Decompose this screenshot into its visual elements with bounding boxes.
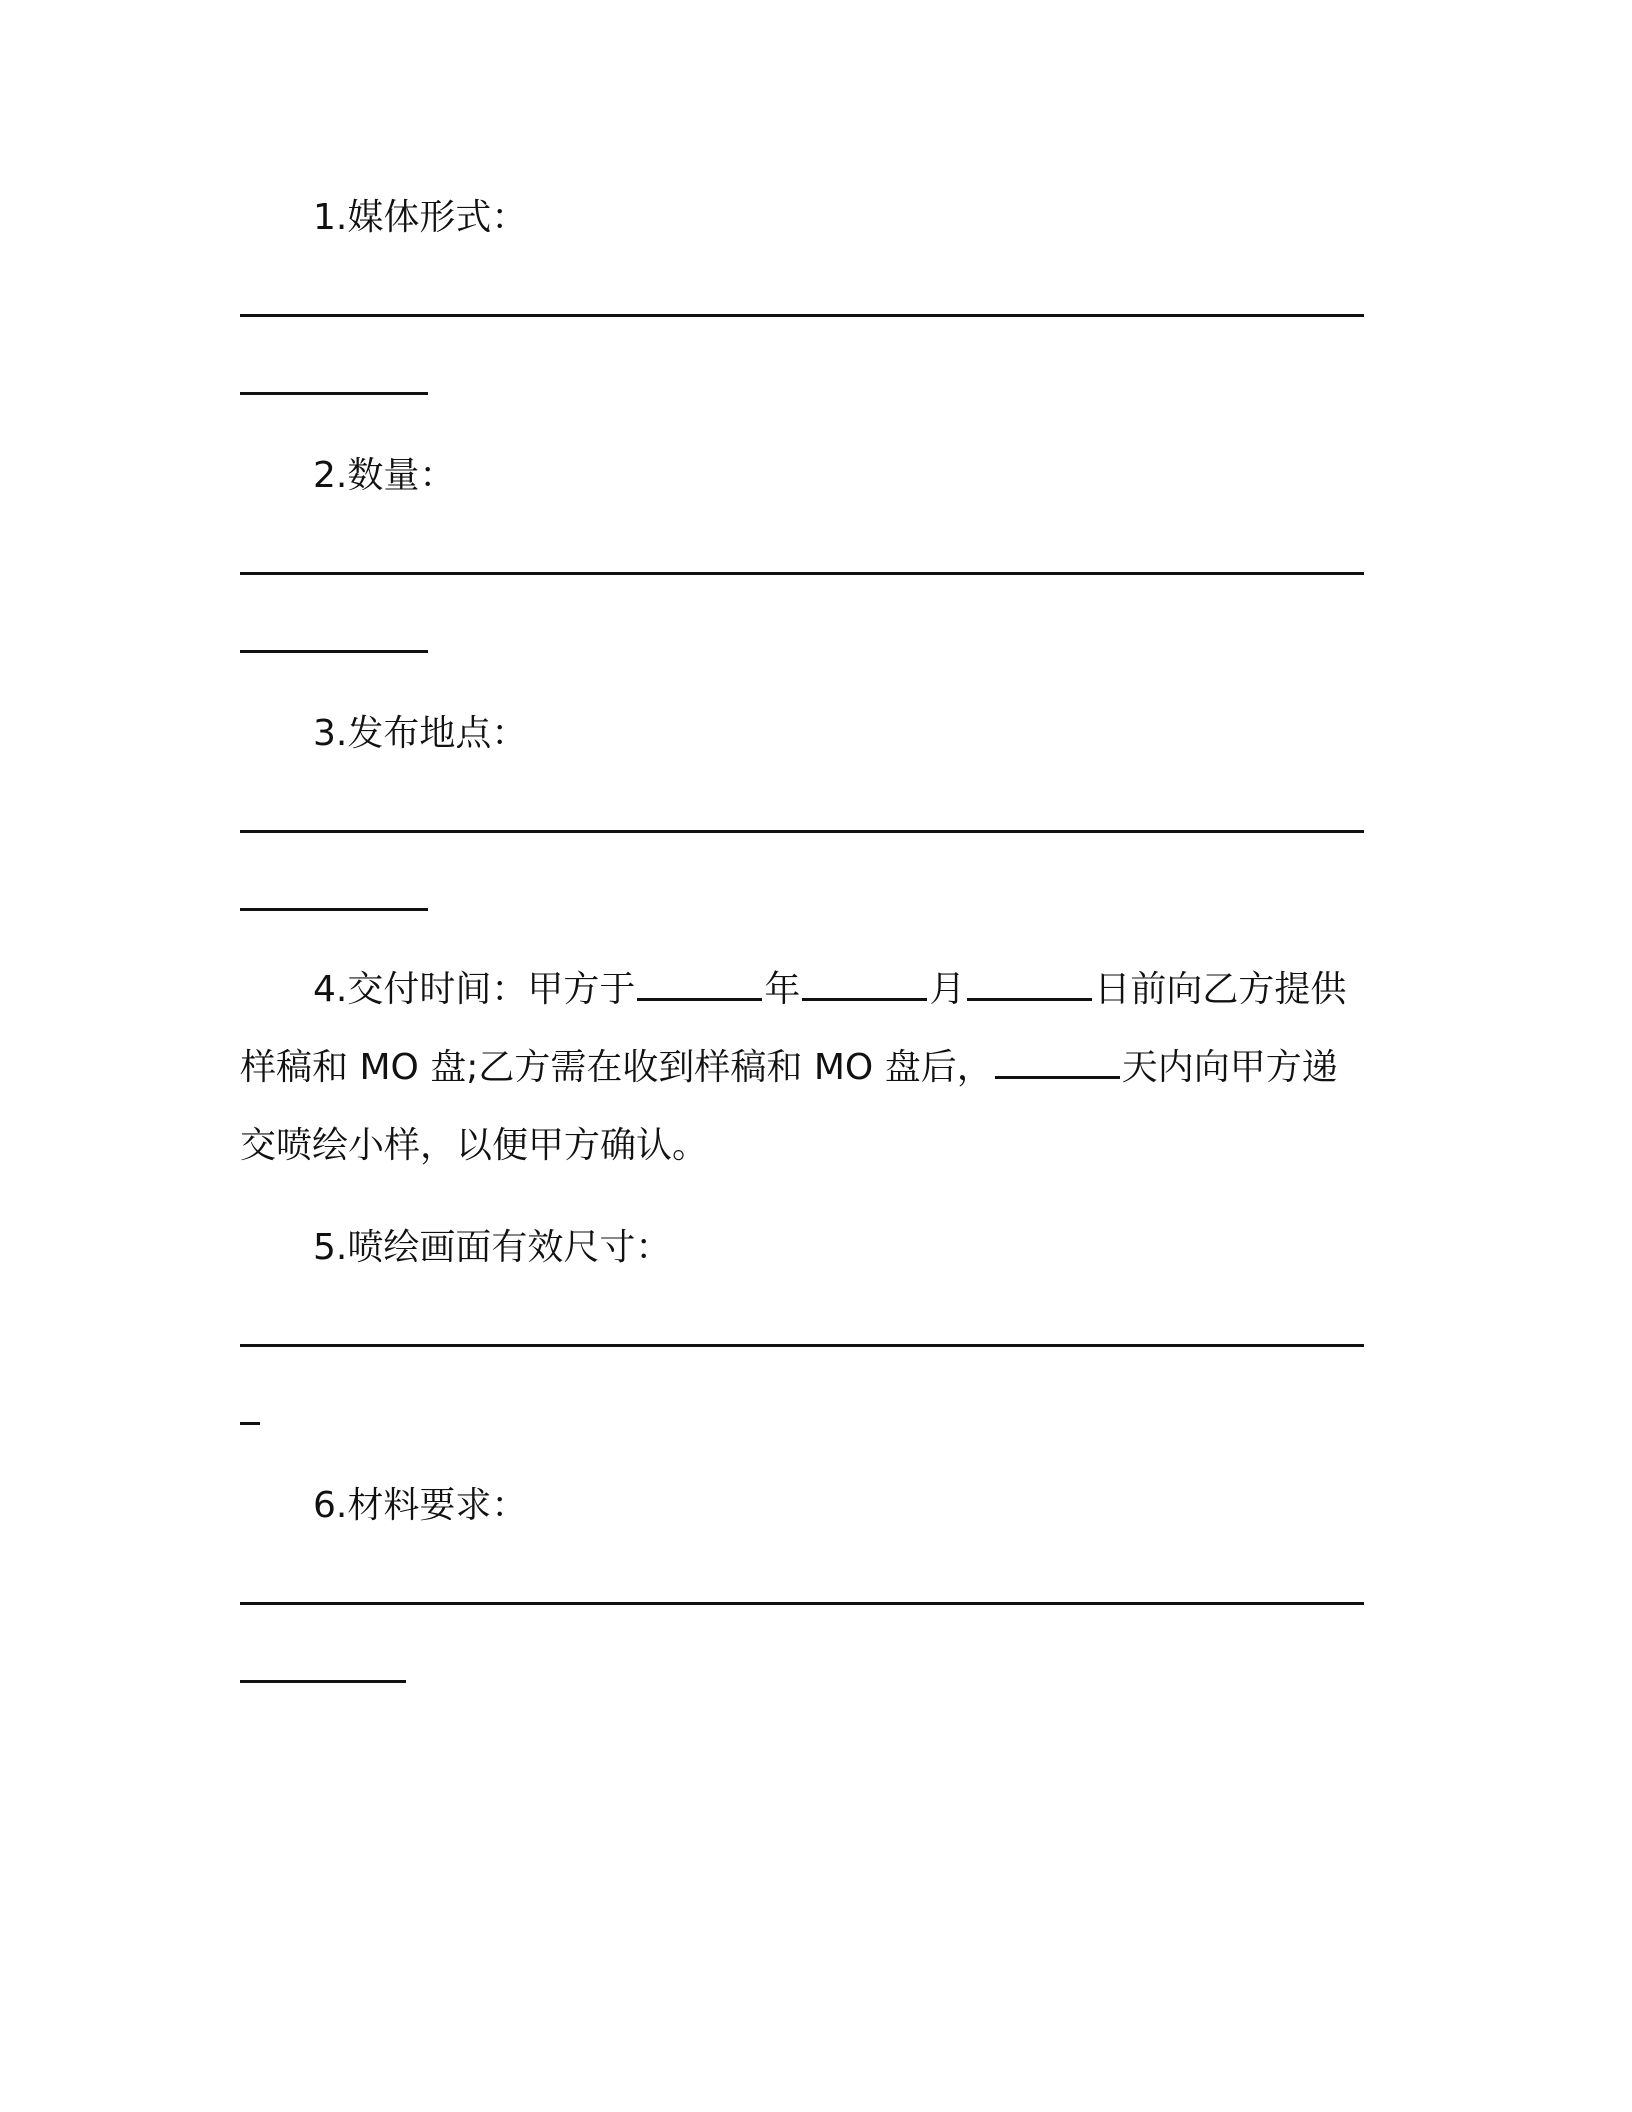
delivery-time-line-3: 交喷绘小样，以便甲方确认。 [240,1125,709,1166]
fill-line [240,1602,1364,1605]
delivery-time-line-1: 4.交付时间：甲方于 年 月 日前向乙方提供 [313,969,1347,1010]
blank-year [637,968,762,1001]
heading-publish-location: 3.发布地点： [313,713,528,754]
fill-line [240,1422,260,1425]
heading-effective-size: 5.喷绘画面有效尺寸： [313,1227,672,1268]
heading-quantity: 2.数量： [313,455,456,496]
heading-material-requirements: 6.材料要求： [313,1485,528,1526]
blank-month [802,968,927,1001]
fill-line [240,314,1364,317]
fill-line [240,572,1364,575]
blank-days [995,1046,1120,1079]
fill-line [240,830,1364,833]
fill-line [240,908,428,911]
blank-day [967,968,1092,1001]
heading-media-form: 1.媒体形式： [313,197,528,238]
delivery-time-line-2: 样稿和 MO 盘;乙方需在收到样稿和 MO 盘后， 天内向甲方递 [240,1047,1338,1088]
fill-line [240,1344,1364,1347]
fill-line [240,392,428,395]
fill-line [240,1680,406,1683]
fill-line [240,650,428,653]
